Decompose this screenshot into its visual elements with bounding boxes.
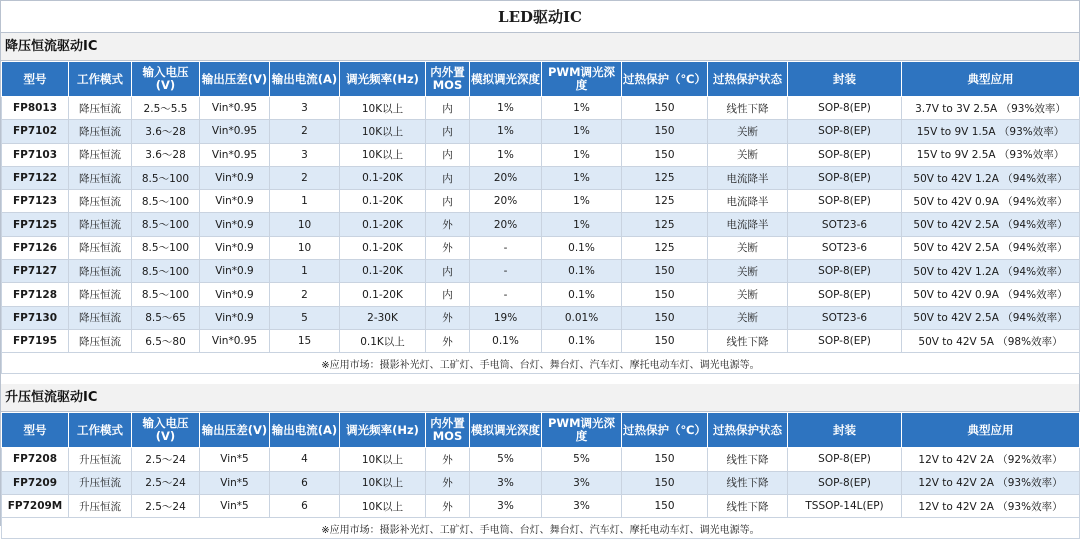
table-cell: 1% [542,97,622,120]
table-cell: 1 [270,190,340,213]
table-cell: 外 [426,471,470,494]
table-cell: 20% [470,166,542,189]
table-cell: 关断 [708,143,788,166]
table-cell: 3.6～28 [132,120,200,143]
column-header: PWM调光深度 [542,62,622,97]
column-header: 过热保护状态 [708,62,788,97]
table-cell: 内 [426,120,470,143]
table-cell: 0.01% [542,306,622,329]
table-cell: 2.5～24 [132,448,200,471]
table-cell: 8.5～100 [132,260,200,283]
table-cell: SOP-8(EP) [788,471,902,494]
table-cell: 19% [470,306,542,329]
model-cell: FP7130 [2,306,69,329]
table-cell: Vin*5 [200,448,270,471]
buck-table [1,61,1080,374]
table-cell: 8.5～100 [132,213,200,236]
column-header: 调光频率(Hz) [340,413,426,448]
table-cell: Vin*0.9 [200,166,270,189]
table-cell: 125 [622,236,708,259]
model-cell: FP7127 [2,260,69,283]
page-title: LED驱动IC [1,1,1079,33]
column-header: 工作模式 [69,62,132,97]
boost-application-note: ※应用市场：摄影补光灯、工矿灯、手电筒、台灯、舞台灯、汽车灯、摩托电动车灯、调光电源等。 [2,518,1080,539]
table-cell: 0.1% [542,283,622,306]
table-cell: SOP-8(EP) [788,329,902,352]
table-cell: Vin*0.95 [200,97,270,120]
table-cell: 50V to 42V 2.5A （94%效率） [902,306,1080,329]
table-cell: SOP-8(EP) [788,190,902,213]
table-cell: 20% [470,190,542,213]
table-cell: Vin*0.9 [200,306,270,329]
table-cell: 3 [270,97,340,120]
table-cell: 3 [270,143,340,166]
table-cell: 内 [426,97,470,120]
table-cell: 2.5～24 [132,471,200,494]
table-cell: 升压恒流 [69,471,132,494]
boost-section-title: 升压恒流驱动IC [1,384,1079,412]
table-cell: 50V to 42V 1.2A （94%效率） [902,260,1080,283]
table-cell: 线性下降 [708,329,788,352]
table-cell: 5 [270,306,340,329]
model-cell: FP7126 [2,236,69,259]
table-cell: 8.5～100 [132,283,200,306]
table-cell: 关断 [708,236,788,259]
table-cell: 6.5～80 [132,329,200,352]
table-cell: 外 [426,236,470,259]
column-header: 模拟调光深度 [470,413,542,448]
table-cell: 2 [270,283,340,306]
table-cell: 内 [426,143,470,166]
table-cell: Vin*0.95 [200,329,270,352]
table-cell: 0.1-20K [340,166,426,189]
table-cell: 50V to 42V 2.5A （94%效率） [902,213,1080,236]
table-cell: TSSOP-14L(EP) [788,494,902,517]
table-cell: - [470,236,542,259]
table-cell: 150 [622,471,708,494]
model-cell: FP7128 [2,283,69,306]
column-header: 输入电压 (V) [132,62,200,97]
table-cell: 关断 [708,260,788,283]
table-cell: 外 [426,213,470,236]
model-cell: FP7125 [2,213,69,236]
table-cell: 125 [622,166,708,189]
column-header: 工作模式 [69,413,132,448]
table-row [2,260,1080,283]
model-cell: FP7122 [2,166,69,189]
table-cell: 1% [542,213,622,236]
table-cell: 升压恒流 [69,494,132,517]
column-header: 内外置 MOS [426,62,470,97]
table-cell: Vin*5 [200,494,270,517]
table-cell: 降压恒流 [69,97,132,120]
model-cell: FP7195 [2,329,69,352]
table-cell: 内 [426,166,470,189]
table-cell: 12V to 42V 2A （93%效率） [902,494,1080,517]
column-header: 过热保护（℃） [622,413,708,448]
table-cell: 线性下降 [708,448,788,471]
table-cell: 降压恒流 [69,143,132,166]
table-cell: 8.5～100 [132,190,200,213]
table-cell: 125 [622,213,708,236]
table-cell: 10K以上 [340,143,426,166]
table-row [2,166,1080,189]
boost-table-body [2,448,1080,518]
table-cell: 0.1% [542,260,622,283]
model-cell: FP7209M [2,494,69,517]
table-cell: 15V to 9V 1.5A （93%效率） [902,120,1080,143]
table-cell: 线性下降 [708,494,788,517]
table-cell: 150 [622,494,708,517]
table-cell: 8.5～65 [132,306,200,329]
table-row [2,283,1080,306]
buck-table-body [2,97,1080,353]
table-cell: 内 [426,190,470,213]
table-cell: Vin*0.9 [200,190,270,213]
table-cell: 1% [470,143,542,166]
table-cell: Vin*0.9 [200,260,270,283]
table-cell: 10 [270,213,340,236]
table-cell: 2.5～5.5 [132,97,200,120]
table-cell: 6 [270,494,340,517]
table-cell: 降压恒流 [69,213,132,236]
table-row [2,143,1080,166]
column-header: 型号 [2,413,69,448]
column-header: 输出电流(A) [270,413,340,448]
column-header: 模拟调光深度 [470,62,542,97]
boost-header-row [2,413,1080,448]
table-cell: 线性下降 [708,97,788,120]
table-cell: 降压恒流 [69,260,132,283]
table-cell: SOT23-6 [788,213,902,236]
column-header: 封装 [788,62,902,97]
table-cell: 10K以上 [340,448,426,471]
column-header: 调光频率(Hz) [340,62,426,97]
column-header: 封装 [788,413,902,448]
table-cell: 150 [622,448,708,471]
table-row [2,97,1080,120]
table-cell: 降压恒流 [69,283,132,306]
table-cell: Vin*0.9 [200,213,270,236]
table-cell: SOT23-6 [788,306,902,329]
table-cell: 6 [270,471,340,494]
table-cell: 3.6～28 [132,143,200,166]
table-cell: 150 [622,97,708,120]
table-cell: 0.1% [470,329,542,352]
table-cell: 150 [622,329,708,352]
table-row [2,213,1080,236]
column-header: PWM调光深度 [542,413,622,448]
table-cell: - [470,283,542,306]
table-cell: 0.1-20K [340,283,426,306]
table-cell: 2 [270,166,340,189]
table-cell: 外 [426,329,470,352]
table-cell: SOT23-6 [788,236,902,259]
table-cell: SOP-8(EP) [788,448,902,471]
table-cell: Vin*0.9 [200,236,270,259]
table-cell: 125 [622,190,708,213]
table-cell: 8.5～100 [132,166,200,189]
boost-table [1,412,1080,539]
table-cell: 150 [622,120,708,143]
table-cell: 5% [470,448,542,471]
table-cell: 外 [426,494,470,517]
table-cell: 50V to 42V 5A （98%效率） [902,329,1080,352]
model-cell: FP7102 [2,120,69,143]
model-cell: FP7123 [2,190,69,213]
table-row [2,190,1080,213]
table-cell: 升压恒流 [69,448,132,471]
table-cell: 15 [270,329,340,352]
column-header: 典型应用 [902,413,1080,448]
table-cell: 5% [542,448,622,471]
table-cell: 2 [270,120,340,143]
table-cell: 内 [426,260,470,283]
table-cell: 50V to 42V 0.9A （94%效率） [902,283,1080,306]
column-header: 典型应用 [902,62,1080,97]
table-cell: 1% [542,166,622,189]
table-cell: 10K以上 [340,120,426,143]
table-cell: 电流降半 [708,213,788,236]
table-cell: 150 [622,143,708,166]
table-row [2,120,1080,143]
table-cell: SOP-8(EP) [788,166,902,189]
table-cell: 0.1% [542,236,622,259]
table-row [2,448,1080,471]
table-cell: 12V to 42V 2A （93%效率） [902,471,1080,494]
table-cell: 1% [470,97,542,120]
table-cell: 10K以上 [340,97,426,120]
table-cell: SOP-8(EP) [788,143,902,166]
column-header: 过热保护状态 [708,413,788,448]
table-cell: 电流降半 [708,166,788,189]
table-cell: 降压恒流 [69,236,132,259]
table-cell: SOP-8(EP) [788,260,902,283]
buck-section-title: 降压恒流驱动IC [1,33,1079,61]
table-cell: 20% [470,213,542,236]
table-row [2,494,1080,517]
table-cell: 电流降半 [708,190,788,213]
table-cell: 50V to 42V 2.5A （94%效率） [902,236,1080,259]
model-cell: FP7209 [2,471,69,494]
table-cell: 10 [270,236,340,259]
table-cell: 1 [270,260,340,283]
buck-header-row [2,62,1080,97]
column-header: 输出电流(A) [270,62,340,97]
table-cell: 线性下降 [708,471,788,494]
table-cell: 4 [270,448,340,471]
table-row [2,471,1080,494]
table-cell: 0.1-20K [340,260,426,283]
table-cell: 0.1-20K [340,236,426,259]
table-cell: - [470,260,542,283]
column-header: 过热保护（℃） [622,62,708,97]
table-cell: 关断 [708,283,788,306]
table-cell: Vin*0.95 [200,143,270,166]
table-cell: 3% [470,494,542,517]
table-cell: SOP-8(EP) [788,283,902,306]
table-cell: 3% [542,471,622,494]
column-header: 型号 [2,62,69,97]
model-cell: FP7208 [2,448,69,471]
table-cell: 1% [542,143,622,166]
table-row [2,236,1080,259]
table-cell: 降压恒流 [69,120,132,143]
table-cell: 8.5～100 [132,236,200,259]
table-cell: 50V to 42V 1.2A （94%效率） [902,166,1080,189]
table-cell: 150 [622,283,708,306]
table-cell: 0.1-20K [340,213,426,236]
table-cell: 50V to 42V 0.9A （94%效率） [902,190,1080,213]
table-cell: Vin*0.95 [200,120,270,143]
table-cell: 2.5～24 [132,494,200,517]
table-cell: 3.7V to 3V 2.5A （93%效率） [902,97,1080,120]
table-cell: 关断 [708,306,788,329]
table-cell: 3% [542,494,622,517]
table-cell: 0.1K以上 [340,329,426,352]
table-cell: 10K以上 [340,494,426,517]
table-cell: SOP-8(EP) [788,120,902,143]
table-cell: 12V to 42V 2A （92%效率） [902,448,1080,471]
table-cell: 关断 [708,120,788,143]
table-cell: 1% [542,120,622,143]
table-row [2,306,1080,329]
table-row [2,329,1080,352]
table-cell: 15V to 9V 2.5A （93%效率） [902,143,1080,166]
column-header: 输出压差(V) [200,62,270,97]
table-cell: 0.1-20K [340,190,426,213]
table-cell: 降压恒流 [69,306,132,329]
table-cell: 150 [622,306,708,329]
table-cell: 1% [470,120,542,143]
model-cell: FP7103 [2,143,69,166]
column-header: 输入电压 (V) [132,413,200,448]
table-cell: 降压恒流 [69,166,132,189]
table-cell: 2-30K [340,306,426,329]
table-cell: 150 [622,260,708,283]
table-cell: SOP-8(EP) [788,97,902,120]
table-cell: Vin*0.9 [200,283,270,306]
table-cell: 外 [426,306,470,329]
table-cell: 0.1% [542,329,622,352]
column-header: 输出压差(V) [200,413,270,448]
table-cell: 10K以上 [340,471,426,494]
model-cell: FP8013 [2,97,69,120]
table-cell: 降压恒流 [69,190,132,213]
table-cell: 降压恒流 [69,329,132,352]
table-cell: 外 [426,448,470,471]
table-cell: 3% [470,471,542,494]
buck-application-note: ※应用市场：摄影补光灯、工矿灯、手电筒、台灯、舞台灯、汽车灯、摩托电动车灯、调光电源等。 [2,353,1080,374]
column-header: 内外置 MOS [426,413,470,448]
table-cell: Vin*5 [200,471,270,494]
table-cell: 1% [542,190,622,213]
table-cell: 内 [426,283,470,306]
